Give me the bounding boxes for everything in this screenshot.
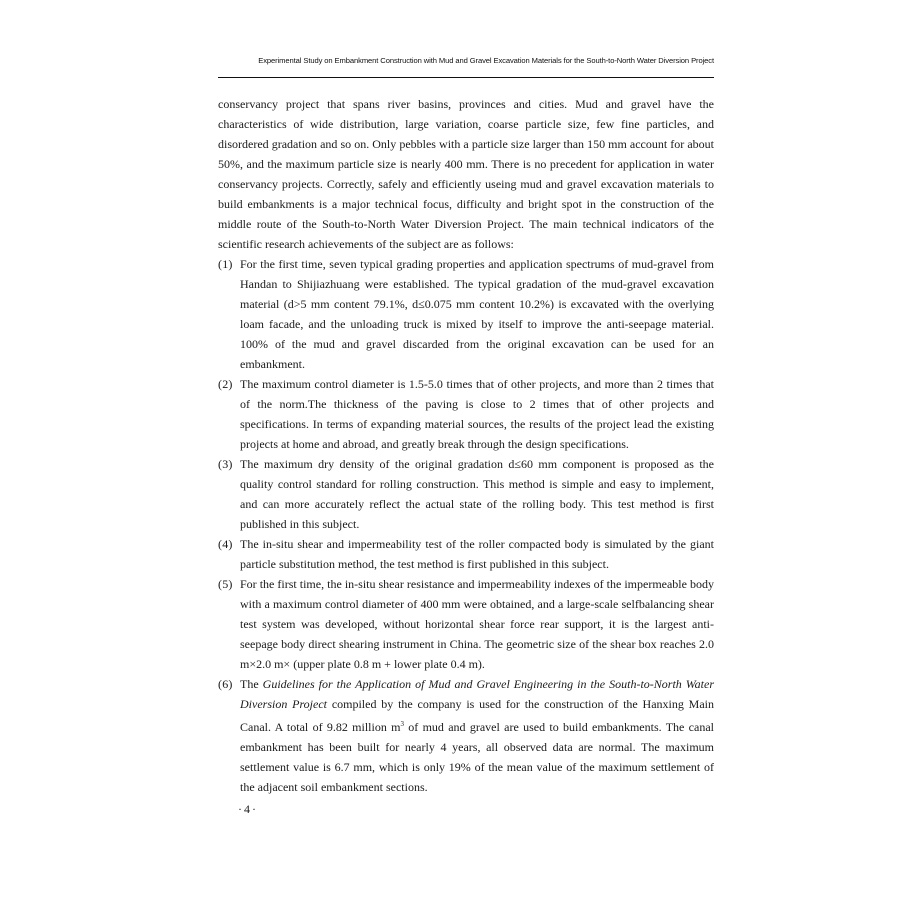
list-item-number: (4) [218,537,233,551]
page-number: ·4· [238,802,258,816]
list-item-text: The in-situ shear and impermeability test of the roller compacted body is simulated by the giant particle substitution method, the test method is first published in this subject. [240,537,714,571]
unit-superscript: 3 [400,720,404,728]
list-item-number: (5) [218,577,233,591]
list-item [218,374,714,454]
text-segment: of mud and gravel are used to build embankments. The canal embankment has been built for nearly 4 years, all observed data are normal. The maximum settlement value is 6.7 mm, which is only 19% of the mean value of the maximum settlement of the adjacent soil embankment sections. [240,720,714,794]
list-item-text [240,674,714,797]
list-item-number: (2) [218,377,233,391]
list-item [218,574,714,674]
list-item [218,674,714,797]
text-segment: compiled by the company is used for the construction of the Hanxing Main Canal. A total of 9.82 million m [240,697,715,734]
list-item [218,454,714,534]
list-item-number: (1) [218,257,233,271]
list-item-text: The maximum dry density of the original gradation d≤60 mm component is proposed as the quality control standard for rolling construction. This method is simple and easy to implement, and can more accurately reflect the actual state of the rolling body. This test method is first published in this subject. [240,457,714,531]
list-item [218,254,714,374]
guideline-title: Guidelines for the Application of Mud and Gravel Engineering in the South-to-North Water Diversion Project [240,677,715,711]
list-item-text: For the first time, seven typical grading properties and application spectrums of mud-gravel from Handan to Shijiazhuang were established. The typical gradation of the mud-gravel excavation material (d>5 mm content 79.1%, d≤0.075 mm content 10.2%) is excavated with the overlying loam facade, and the unloading truck is mixed by itself to improve the anti-seepage material. 100% of the mud and gravel discarded from the original excavation can be used for an embankment. [240,257,714,371]
text-segment: The [240,677,263,691]
list-item-text: For the first time, the in-situ shear resistance and impermeability indexes of the impermeable body with a maximum control diameter of 400 mm were obtained, and a large-scale selfbalancing shear test system was developed, without horizontal shear force rear support, it is the largest anti-seepage body direct shearing instrument in China. The geometric size of the shear box reaches 2.0 m×2.0 m× (upper plate 0.8 m + lower plate 0.4 m). [240,577,714,671]
list-item-text: The maximum control diameter is 1.5-5.0 times that of other projects, and more than 2 times that of the norm.The thickness of the paving is close to 2 times that of other projects and specifications. In terms of expanding material sources, the results of the project lead the existing projects at home and abroad, and greatly break through the design specifications. [240,377,714,451]
list-item-number: (3) [218,457,233,471]
body-text [218,94,714,819]
list-item-number: (6) [218,677,233,691]
document-page [218,56,714,819]
running-header: Experimental Study on Embankment Construction with Mud and Gravel Excavation Materials for the South-to-North Water Diversion Project [218,56,714,78]
list-item [218,534,714,574]
intro-paragraph: conservancy project that spans river basins, provinces and cities. Mud and gravel have the characteristics of wide distribution, large variation, coarse particle size, few fine particles, and disordered gradation and so on. Only pebbles with a particle size larger than 150 mm account for about 50%, and the maximum particle size is nearly 400 mm. There is no precedent for application in water conservancy projects. Correctly, safely and efficiently useing mud and gravel excavation materials to build embankments is a major technical focus, difficulty and bright spot in the construction of the middle route of the South-to-North Water Diversion Project. The main technical indicators of the scientific research achievements of the subject are as follows: [218,97,714,251]
